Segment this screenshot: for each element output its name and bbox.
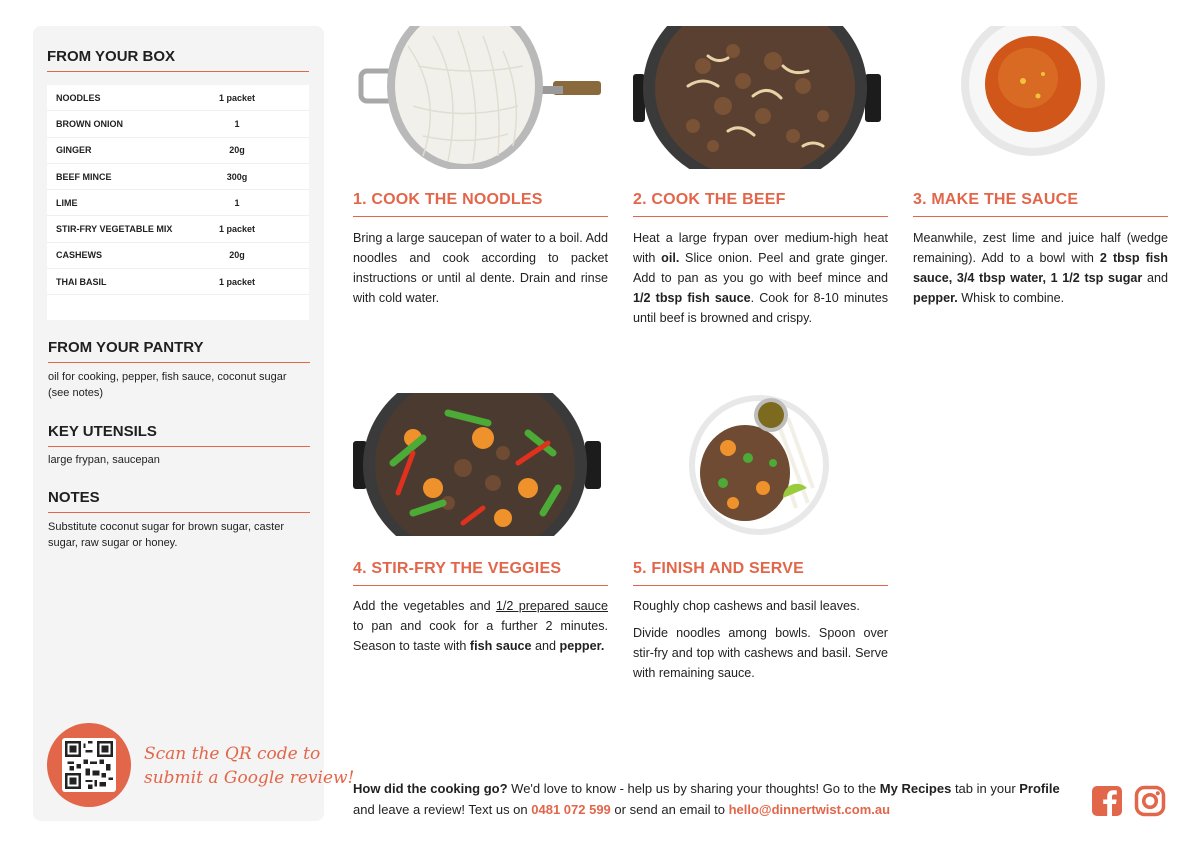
step-paragraph: [633, 623, 888, 683]
facebook-icon[interactable]: [1091, 785, 1123, 817]
text-segment: Whisk to combine.: [957, 291, 1065, 305]
ingredient-name: BEEF MINCE: [56, 171, 112, 182]
ingredient-row: [47, 190, 309, 216]
text-segment: and: [531, 639, 560, 653]
utensils-text: large frypan, saucepan: [48, 454, 160, 466]
text-segment: and leave a review! Text us on: [353, 802, 532, 817]
noodles-photo: [353, 26, 608, 169]
ingredient-row: [47, 216, 309, 242]
ingredient-name: STIR-FRY VEGETABLE MIX: [56, 224, 173, 235]
text-segment: Add the vegetables and: [353, 599, 496, 613]
ingredient-qty: 20g: [229, 145, 245, 156]
text-segment: to pan and cook for a further 2 minutes. Season to taste with: [353, 619, 608, 653]
ingredient-qty: 1 packet: [218, 92, 256, 103]
text-segment: Slice onion. Peel and grate ginger. Add to pan as you go with beef mince and: [633, 251, 888, 285]
step-title: 4. STIR-FRY THE VEGGIES: [353, 560, 562, 577]
ingredient-name: NOODLES: [56, 92, 101, 103]
text-segment: Profile: [1019, 781, 1060, 796]
finished-dish-photo: [633, 393, 888, 536]
divider: [48, 512, 310, 513]
from-your-pantry-title: FROM YOUR PANTRY: [48, 339, 204, 356]
step-instructions: [353, 228, 608, 308]
step-instructions: [353, 596, 608, 656]
step-instructions: [633, 596, 888, 683]
text-segment: My Recipes: [879, 781, 952, 796]
text-segment: pepper.: [559, 639, 605, 653]
qr-code-icon[interactable]: [62, 738, 116, 792]
text-segment: and: [1142, 271, 1168, 285]
ingredient-name: BROWN ONION: [56, 118, 123, 129]
text-segment: hello@dinnertwist.com.au: [728, 802, 891, 817]
ingredient-qty: 1 packet: [218, 276, 256, 287]
step-instructions: [633, 228, 888, 328]
ingredient-row: [47, 164, 309, 190]
notes-title: NOTES: [48, 489, 100, 506]
sidebar: [33, 26, 324, 821]
qr-caption-line2: submit a Google review!: [144, 768, 355, 788]
text-segment: 1/2 prepared sauce: [495, 599, 608, 613]
key-utensils-title: KEY UTENSILS: [48, 423, 157, 440]
instagram-icon[interactable]: [1134, 785, 1166, 817]
step-title: 2. COOK THE BEEF: [633, 191, 786, 208]
text-segment: How did the cooking go?: [353, 781, 508, 796]
qr-badge[interactable]: [47, 723, 131, 807]
text-segment: . Cook for 8-10 minutes until beef is browned and crispy.: [633, 291, 888, 325]
divider: [633, 585, 888, 586]
notes-text: Substitute coconut sugar for brown sugar, caster sugar, raw sugar or honey.: [48, 521, 285, 549]
ingredient-qty: 300g: [226, 171, 248, 182]
text-segment: or send an email to: [610, 802, 729, 817]
divider: [353, 216, 608, 217]
text-segment: Heat a large frypan over medium-high heat with: [633, 231, 888, 265]
ingredient-name: GINGER: [56, 145, 92, 156]
step-paragraph: [633, 228, 888, 328]
ingredient-row: [47, 138, 309, 164]
veggie-stirfry-photo: [353, 393, 608, 536]
step-paragraph: [353, 228, 608, 308]
sauce-bowl-photo: [913, 26, 1168, 169]
step-title: 5. FINISH AND SERVE: [633, 560, 804, 577]
beef-pan-photo: [633, 26, 888, 169]
text-segment: oil.: [661, 251, 680, 265]
ingredients-table: [47, 85, 309, 320]
step-title: 1. COOK THE NOODLES: [353, 191, 543, 208]
step-paragraph: [633, 596, 888, 616]
ingredient-row: [47, 111, 309, 137]
text-segment: 0481 072 599: [531, 802, 611, 817]
ingredient-qty: 1 packet: [218, 224, 256, 235]
qr-caption-line1: Scan the QR code to: [144, 744, 321, 764]
text-segment: Roughly chop cashews and basil leaves.: [633, 599, 860, 613]
ingredient-row: [47, 85, 309, 111]
step-paragraph: [353, 596, 608, 656]
ingredient-name: LIME: [56, 197, 78, 208]
text-segment: Divide noodles among bowls. Spoon over stir-fry and top with cashews and basil. Serve with remaining sauce.: [633, 626, 888, 680]
divider: [913, 216, 1168, 217]
step-instructions: [913, 228, 1168, 308]
ingredient-name: CASHEWS: [56, 250, 103, 261]
feedback-text: [353, 778, 1078, 820]
step-title: 3. MAKE THE SAUCE: [913, 191, 1079, 208]
divider: [48, 446, 310, 447]
ingredient-row: [47, 243, 309, 269]
text-segment: 2 tbsp fish sauce, 3/4 tbsp water, 1 1/2 tsp sugar: [913, 251, 1168, 285]
divider: [47, 71, 309, 72]
ingredient-qty: 1: [234, 197, 240, 208]
ingredient-name: THAI BASIL: [56, 276, 107, 287]
qr-caption: [144, 742, 354, 790]
text-segment: We'd love to know - help us by sharing your thoughts! Go to the: [507, 781, 880, 796]
text-segment: pepper.: [913, 291, 958, 305]
pantry-text: oil for cooking, pepper, fish sauce, coconut sugar (see notes): [48, 371, 287, 399]
ingredient-row: [47, 269, 309, 295]
step-paragraph: [913, 228, 1168, 308]
ingredient-qty: 20g: [229, 250, 245, 261]
ingredient-qty: 1: [234, 118, 240, 129]
text-segment: fish sauce: [469, 639, 532, 653]
divider: [48, 362, 310, 363]
text-segment: 1/2 tbsp fish sauce: [633, 291, 751, 305]
text-segment: Meanwhile, zest lime and juice half (wedge remaining). Add to a bowl with: [913, 231, 1168, 265]
divider: [353, 585, 608, 586]
text-segment: tab in your: [951, 781, 1020, 796]
from-your-box-title: FROM YOUR BOX: [47, 48, 176, 65]
divider: [633, 216, 888, 217]
text-segment: Bring a large saucepan of water to a boil. Add noodles and cook according to packet instructions or until al dente. Drain and rinse with cold water.: [353, 231, 608, 305]
